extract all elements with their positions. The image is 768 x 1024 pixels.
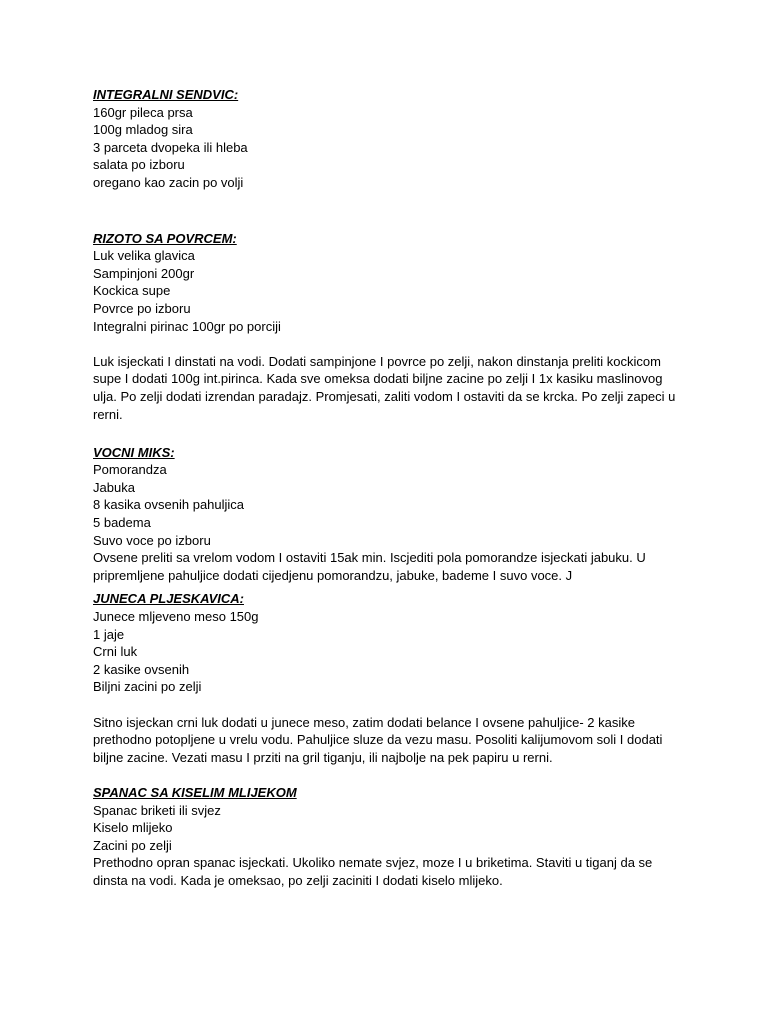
ingredient-list xyxy=(93,608,683,696)
ingredient: Kiselo mlijeko xyxy=(93,820,173,836)
instruction-line: Prethodno opran spanac isjeckati. Ukoliko nemate svjez, moze I u briketima. Staviti u tiganj da se xyxy=(93,855,653,871)
ingredient: Spanac briketi ili svjez xyxy=(93,802,221,818)
ingredient: 160gr pileca prsa xyxy=(93,104,193,120)
ingredient: Integralni pirinac 100gr po porciji xyxy=(93,318,281,334)
ingredient: Kockica supe xyxy=(93,283,171,299)
ingredient: 1 jaje xyxy=(93,626,125,642)
instruction-line: Luk isjeckati I dinstati na vodi. Dodati sampinjone I povrce po zelji, nakon dinstanja preliti kockicom xyxy=(93,353,661,369)
ingredient: Pomorandza xyxy=(93,462,167,478)
ingredient: Sampinjoni 200gr xyxy=(93,265,195,281)
ingredient-list xyxy=(93,802,683,855)
instruction-line: pripremljene pahuljice dodati cijedjenu pomorandzu, jabuke, bademe I suvo voce. J xyxy=(93,567,573,583)
ingredient: 8 kasika ovsenih pahuljica xyxy=(93,497,245,513)
instructions xyxy=(93,714,683,767)
ingredient-list xyxy=(93,247,683,335)
recipe-integralni-sendvic xyxy=(93,86,683,192)
document-page xyxy=(93,86,683,890)
ingredient: salata po izboru xyxy=(93,157,185,173)
ingredient: Jabuka xyxy=(93,479,135,495)
ingredient: Suvo voce po izboru xyxy=(93,532,211,548)
ingredient: oregano kao zacin po volji xyxy=(93,174,244,190)
ingredient: 100g mladog sira xyxy=(93,122,193,138)
instruction-line: ulja. Po zelji dodati izrendan paradajz. Promjesati, zaliti vodom I ostaviti da se krcka. Po zelji zapeci u xyxy=(93,388,676,404)
instructions xyxy=(93,549,683,584)
recipe-title: SPANAC SA KISELIM MLIJEKOM xyxy=(93,784,297,800)
spacer xyxy=(93,423,683,441)
spacer xyxy=(93,335,683,353)
instruction-line: Ovsene preliti sa vrelom vodom I ostaviti 15ak min. Iscjediti pola pomorandze isjeckati jabuku. U xyxy=(93,550,646,566)
instruction-line: supe I dodati 100g int.pirinca. Kada sve omeksa dodati biljne zacine po zelji I 1x kasiku maslinovog xyxy=(93,371,663,387)
recipe-juneca-pljeskavica xyxy=(93,590,683,766)
ingredient: Zacini po zelji xyxy=(93,837,172,853)
instruction-line: Sitno isjeckan crni luk dodati u junece meso, zatim dodati belance I ovsene pahuljice- 2 kasike xyxy=(93,714,635,730)
recipe-title: JUNECA PLJESKAVICA: xyxy=(93,591,244,607)
ingredient: Junece mljeveno meso 150g xyxy=(93,609,259,625)
spacer xyxy=(93,766,683,784)
ingredient: 2 kasike ovsenih xyxy=(93,661,190,677)
ingredient-list xyxy=(93,461,683,549)
ingredient: 3 parceta dvopeka ili hleba xyxy=(93,139,248,155)
instruction-line: biljne zacine. Vezati masu I prziti na gril tiganju, ili najbolje na pek papiru u rerni. xyxy=(93,749,553,765)
instructions xyxy=(93,854,683,889)
spacer xyxy=(93,696,683,714)
instruction-line: prethodno potopljene u vrelu vodu. Pahuljice sluze da vezu masu. Posoliti kalijumovom soli I dodati xyxy=(93,732,663,748)
spacer xyxy=(93,192,683,227)
instructions xyxy=(93,353,683,423)
ingredient: Povrce po izboru xyxy=(93,300,191,316)
recipe-title: INTEGRALNI SENDVIC: xyxy=(93,87,239,102)
instruction-line: rerni. xyxy=(93,406,123,422)
ingredient: 5 badema xyxy=(93,515,151,531)
recipe-title: VOCNI MIKS: xyxy=(93,444,175,460)
recipe-spanac-sa-kiselim-mlijekom xyxy=(93,784,683,890)
ingredient: Luk velika glavica xyxy=(93,248,195,264)
instruction-line: dinsta na vodi. Kada je omeksao, po zelji zaciniti I dodati kiselo mlijeko. xyxy=(93,872,503,888)
recipe-vocni-miks xyxy=(93,444,683,585)
recipe-title: RIZOTO SA POVRCEM: xyxy=(93,230,237,246)
ingredient: Crni luk xyxy=(93,644,138,660)
ingredient-list xyxy=(93,104,683,192)
recipe-rizoto-sa-povrcem xyxy=(93,230,683,424)
ingredient: Biljni zacini po zelji xyxy=(93,679,202,695)
